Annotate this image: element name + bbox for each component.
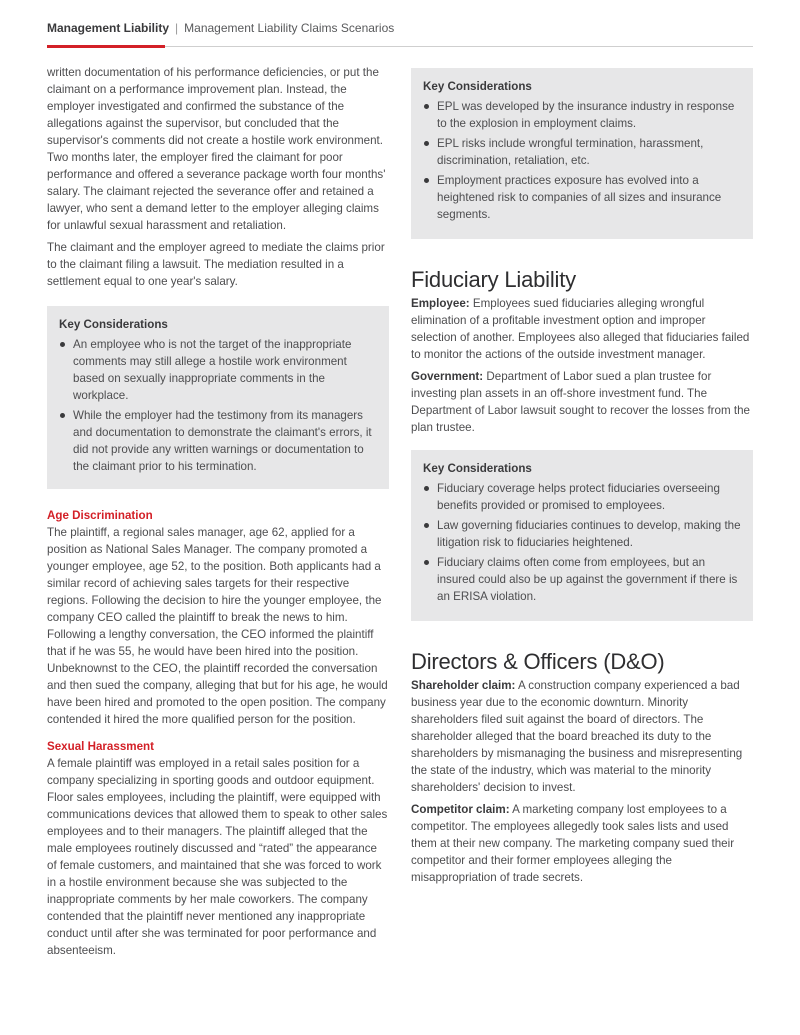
bullet-icon xyxy=(424,104,429,109)
government-lead: Government: xyxy=(411,370,484,383)
employee-text: Employees sued fiduciaries alleging wrongful elimination of a profitable investment option and improper selection of another. Employees also alleged that fiduciaries failed to monitor the actions of the outside investment manager. xyxy=(411,297,750,361)
key-considerations-box-harassment xyxy=(47,306,389,489)
age-discrimination-section xyxy=(47,507,389,728)
page-header xyxy=(47,0,753,48)
list-item xyxy=(423,135,741,169)
competitor-claim-paragraph xyxy=(411,801,753,886)
intro-paragraph-1: written documentation of his performance deficiencies, or put the claimant on a performance improvement plan. Instead, the employer investigated and confirmed the substance of the allegations against the supervisor, but concluded that the supervisor's comments did not create a hostile work environment. Two months later, the employer fired the claimant for poor performance and offered a severance package worth four months' salary. The claimant rejected the severance offer and retained a lawyer, who sent a demand letter to the employer alleging claims for unlawful sexual harassment and retaliation. xyxy=(47,66,386,232)
bullet-icon xyxy=(60,342,65,347)
list-item xyxy=(423,172,741,223)
key-considerations-title: Key Considerations xyxy=(423,80,532,93)
sexual-harassment-heading: Sexual Harassment xyxy=(47,740,154,753)
sexual-harassment-section xyxy=(47,738,389,959)
age-discrimination-heading: Age Discrimination xyxy=(47,509,153,522)
bullet-icon xyxy=(424,523,429,528)
header-section: Management Liability xyxy=(47,21,170,35)
list-item xyxy=(423,517,741,551)
competitor-lead: Competitor claim: xyxy=(411,803,510,816)
list-item-text: Employment practices exposure has evolved into a heightened risk to companies of all sizes and insurance segments. xyxy=(437,174,722,221)
fiduciary-employee-paragraph xyxy=(411,295,753,363)
bullet-icon xyxy=(424,486,429,491)
fiduciary-government-paragraph xyxy=(411,368,753,436)
list-item xyxy=(59,407,377,475)
directors-officers-section xyxy=(411,649,753,886)
key-considerations-title: Key Considerations xyxy=(423,462,532,475)
header-separator: | xyxy=(175,21,179,35)
age-discrimination-text: The plaintiff, a regional sales manager, age 62, applied for a position as National Sales Manager. The company promoted a younger employee, age 52, to the position. Both applicants had a similar record of achieving sales targets for their respective regions. Following the decision to hire the younger employee, the company CEO called the plaintiff to break the news to him. Following a lengthy conversation, the CEO informed the plaintiff that if he was 55, he would have been hired into the position. Unbeknownst to the CEO, the plaintiff recorded the conversation and then sued the company, alleging that but for his age, he would have been hired and promoted to the open position. The company contended it hired the more qualified person for the position. xyxy=(47,526,388,726)
list-item-text: EPL risks include wrongful termination, harassment, discrimination, retaliation, etc. xyxy=(437,137,704,167)
list-item-text: EPL was developed by the insurance industry in response to the explosion in employment claims. xyxy=(437,100,735,130)
key-considerations-list xyxy=(59,336,377,475)
header-breadcrumb xyxy=(47,21,394,35)
shareholder-claim-paragraph xyxy=(411,677,753,796)
list-item xyxy=(59,336,377,404)
sexual-harassment-text: A female plaintiff was employed in a retail sales position for a company specializing in sporting goods and outdoor equipment. Floor sales employees, including the plaintiff, were equipped with communications devices that allowed them to speak to other sales employees and to their managers. The plaintiff alleged that the male employees routinely discussed and “rated” the appearance of female customers, and maintained that she was forced to work in a hostile environment because she was subjected to the inappropriate comments by her male coworkers. The company contended that the plaintiff never mentioned any inappropriate conduct until after she was terminated for poor performance and absenteeism. xyxy=(47,757,388,957)
list-item xyxy=(423,98,741,132)
left-column xyxy=(47,64,389,964)
bullet-icon xyxy=(424,141,429,146)
employee-lead: Employee: xyxy=(411,297,470,310)
list-item-text: While the employer had the testimony from its managers and documentation to demonstrate the claimant's errors, it did not provide any written warnings or documentation to the claimant prior to his termination. xyxy=(73,409,372,473)
list-item-text: Law governing fiduciaries continues to develop, making the litigation risk to fiduciaries heightened. xyxy=(437,519,741,549)
key-considerations-box-fiduciary xyxy=(411,450,753,621)
key-considerations-list xyxy=(423,480,741,605)
government-text: Department of Labor sued a plan trustee for investing plan assets in an off-shore investment fund. The Department of Labor lawsuit sought to recover the losses from the plan trustee. xyxy=(411,370,750,434)
key-considerations-box-epl xyxy=(411,68,753,239)
shareholder-lead: Shareholder claim: xyxy=(411,679,516,692)
key-considerations-list xyxy=(423,98,741,223)
list-item-text: Fiduciary coverage helps protect fiduciaries overseeing benefits provided or promised to employees. xyxy=(437,482,720,512)
list-item-text: An employee who is not the target of the inappropriate comments may still allege a hostile work environment based on sexually inappropriate comments in the workplace. xyxy=(73,338,352,402)
header-accent-bar xyxy=(47,45,165,48)
list-item xyxy=(423,554,741,605)
key-considerations-title: Key Considerations xyxy=(59,318,168,331)
list-item xyxy=(423,480,741,514)
list-item-text: Fiduciary claims often come from employees, but an insured could also be up against the government if there is an ERISA violation. xyxy=(437,556,738,603)
bullet-icon xyxy=(424,178,429,183)
bullet-icon xyxy=(60,413,65,418)
shareholder-text: A construction company experienced a bad business year due to the economic downturn. Minority shareholders filed suit against the board of directors. The shareholder alleged that the board breached its duty to the shareholders by mismanaging the business and misrepresenting the state of the industry, which was material to the minority shareholders' decision to invest. xyxy=(411,679,743,794)
directors-officers-heading: Directors & Officers (D&O) xyxy=(411,649,665,674)
fiduciary-liability-heading: Fiduciary Liability xyxy=(411,267,576,292)
bullet-icon xyxy=(424,560,429,565)
competitor-text: A marketing company lost employees to a competitor. The employees allegedly took sales lists and used them at their new company. The marketing company sued their competitor and their former employees alleging the misappropriation of trade secrets. xyxy=(411,803,735,884)
right-column xyxy=(411,68,753,891)
header-subtitle: Management Liability Claims Scenarios xyxy=(184,21,395,35)
intro-paragraph-2: The claimant and the employer agreed to mediate the claims prior to the claimant filing a lawsuit. The mediation resulted in a settlement equal to one year's salary. xyxy=(47,241,385,288)
fiduciary-liability-section xyxy=(411,267,753,436)
